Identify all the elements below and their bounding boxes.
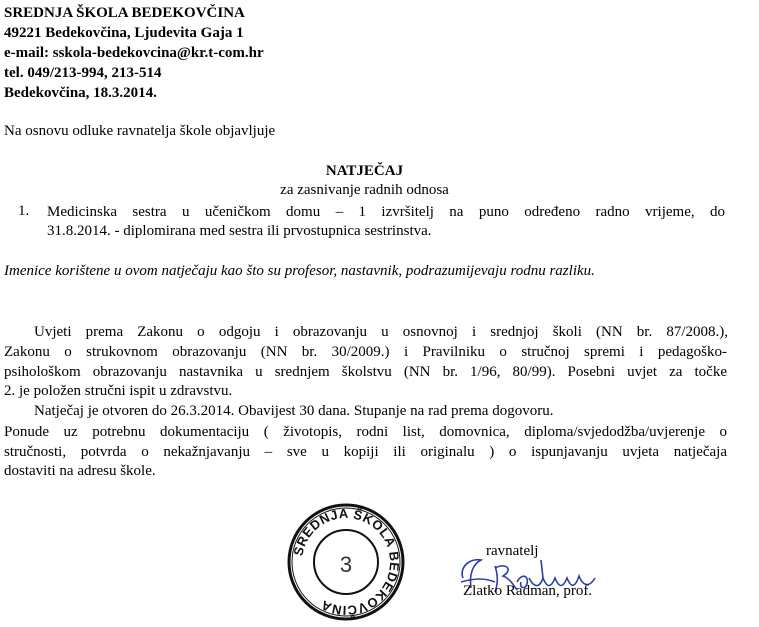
svg-text:SREDNJA ŠKOLA BEDEKOVČINA: SREDNJA ŠKOLA BEDEKOVČINA xyxy=(290,505,403,619)
application-line-1: Ponude uz potrebnu dokumentaciju ( životopis, rodni list, domovnica, diploma/svjedodžba/uvjerenje o xyxy=(4,424,727,440)
school-email: e-mail: sskola-bedekovcina@kr.t-com.hr xyxy=(4,45,264,61)
intro-text: Na osnovu odluke ravnatelja škole objavljuje xyxy=(4,123,276,139)
school-address: 49221 Bedekovčina, Ljudevita Gaja 1 xyxy=(4,25,244,41)
list-item-line-1: Medicinska sestra u učeničkom domu – 1 izvršitelj na puno određeno radno vrijeme, do xyxy=(47,204,725,220)
document-date: Bedekovčina, 18.3.2014. xyxy=(4,85,157,101)
stamp-number: 3 xyxy=(339,552,353,577)
school-phone: tel. 049/213-994, 213-514 xyxy=(4,65,162,81)
application-line-3: dostaviti na adresu škole. xyxy=(4,463,156,479)
signature-role: ravnatelj xyxy=(486,543,539,559)
list-item-line-2: 31.8.2014. - diplomirana med sestra ili prvostupnica sestrinstva. xyxy=(47,223,432,239)
signature-name: Zlatko Radman, prof. xyxy=(463,583,593,599)
conditions-line-3: psihološkom obrazovanju nastavnika u srednjem školstvu (NN br. 1/96, 80/99). Posebni uvjet za točke xyxy=(4,364,727,380)
school-stamp xyxy=(286,502,406,622)
document-subtitle: za zasnivanje radnih odnosa xyxy=(280,182,449,198)
document-title: NATJEČAJ xyxy=(325,163,404,179)
conditions-line-4: 2. je položen stručni ispit u zdravstvu. xyxy=(4,383,233,399)
school-name: SREDNJA ŠKOLA BEDEKOVČINA xyxy=(4,5,245,21)
list-item-number: 1. xyxy=(18,203,30,219)
conditions-line-1: Uvjeti prema Zakonu o odgoju i obrazovanju u osnovnoj i srednjoj školi (NN br. 87/2008.), xyxy=(34,324,728,340)
deadline-text: Natječaj je otvoren do 26.3.2014. Obavijest 30 dana. Stupanje na rad prema dogovoru. xyxy=(34,403,554,419)
conditions-line-2: Zakonu o strukovnom obrazovanju (NN br. 30/2009.) i Pravilniku o stručnoj spremi i pedagoško- xyxy=(4,344,727,360)
gender-note: Imenice korištene u ovom natječaju kao što su profesor, nastavnik, podrazumijevaju rodnu razliku. xyxy=(4,263,595,279)
application-line-2: stručnosti, potvrda o nekažnjavanju – sve u kopiji ili originalu ) o ispunjavanju uvjeta natječaja xyxy=(4,444,727,460)
